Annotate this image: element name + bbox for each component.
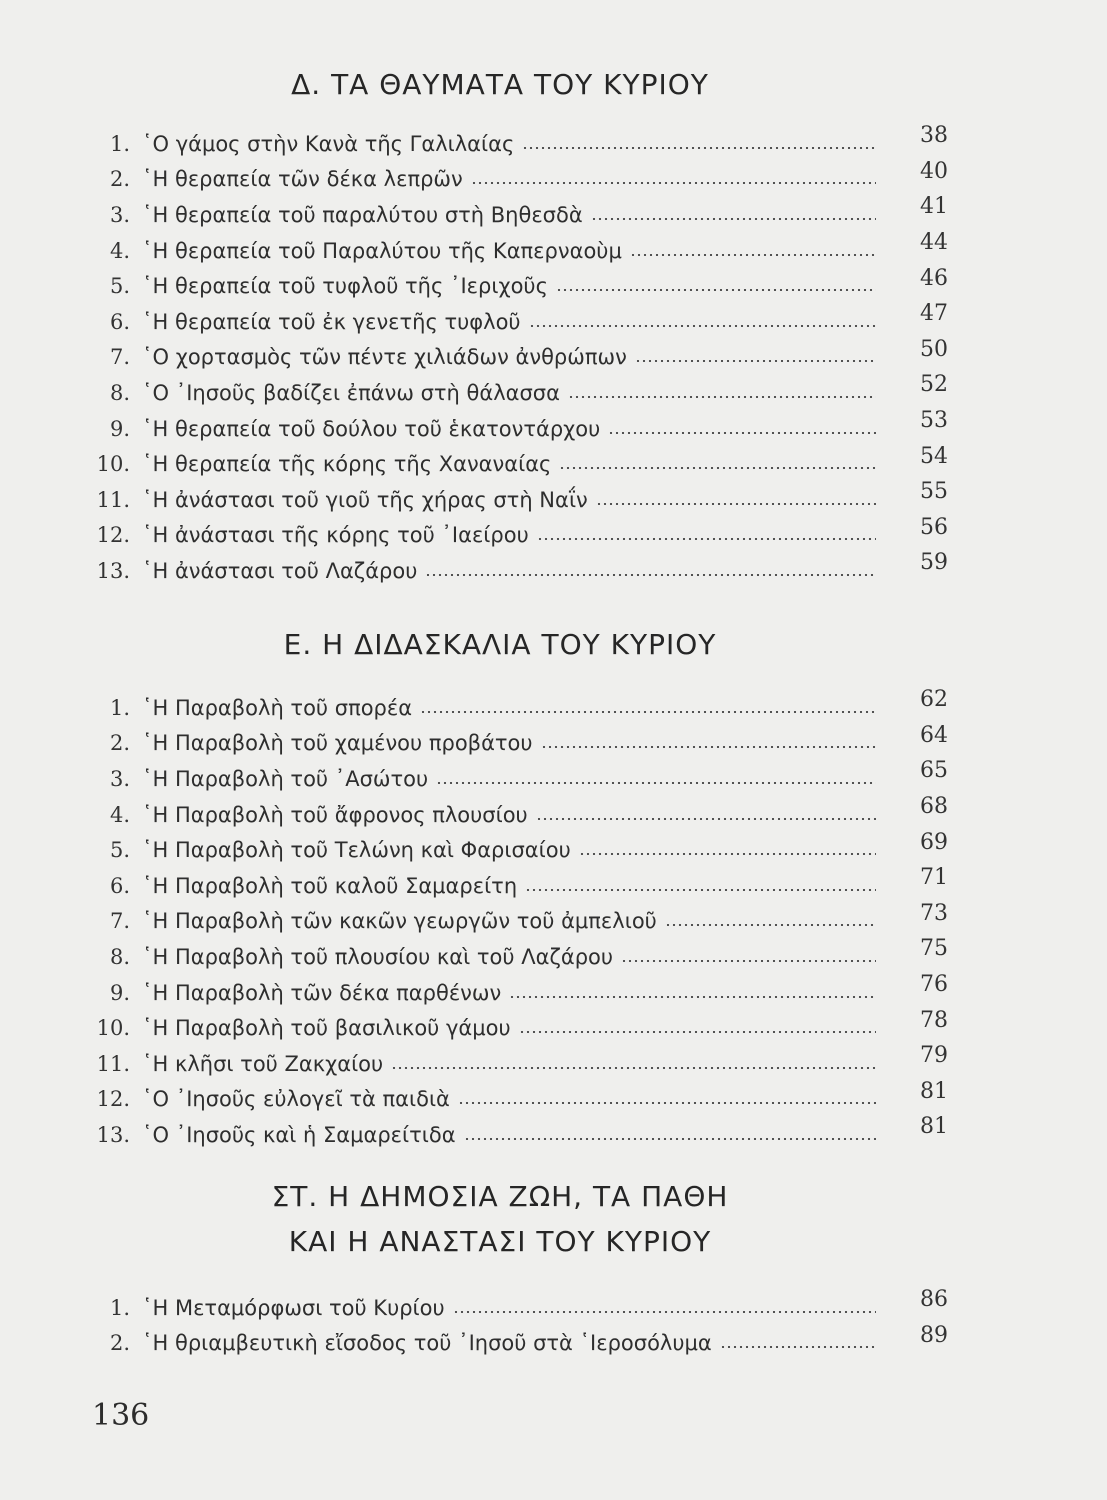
entry-page: 79 [920,1043,948,1069]
entry-number: 6. [109,873,130,898]
entry-number: 10. [96,452,130,477]
section-title-miracles: Δ. ΤΑ ΘΑΥΜΑΤΑ ΤΟΥ ΚΥΡΙΟΥ [291,68,709,101]
toc-entry [78,123,948,162]
toc-entry [78,550,948,589]
entry-title: ῾Η Μεταμόρφωσι τοῦ Κυρίου [142,1295,445,1320]
entry-page: 53 [920,408,948,434]
toc-entry [78,408,948,447]
entry-page: 69 [920,829,948,855]
entry-page: 71 [920,865,948,891]
toc-entry [78,1322,948,1362]
entry-number: 3. [109,766,130,791]
entry-page: 89 [920,1322,948,1348]
entry-page: 56 [920,514,948,540]
entry-number: 3. [109,202,130,227]
dot-leader [391,1067,876,1069]
toc-entry [78,265,948,304]
toc-entry [78,900,948,940]
entry-page: 78 [920,1007,948,1033]
entry-title: ῾Ο γάμος στὴν Κανὰ τῆς Γαλιλαίας [142,131,515,156]
entry-number: 1. [109,131,130,156]
dot-leader [525,889,876,891]
dot-leader [537,538,876,540]
dot-leader [579,853,876,855]
entry-number: 2. [109,167,130,192]
entry-title: ῾Η θεραπεία τοῦ παραλύτου στὴ Βηθεσδὰ [142,202,583,227]
dot-leader [720,1346,876,1348]
entry-title: ῾Η θριαμβευτικὴ εἴσοδος τοῦ ᾿Ιησοῦ στὰ ῾Ιεροσόλυμα [142,1331,712,1356]
entry-page: 81 [920,1078,948,1104]
entry-title: ῾Η ἀνάστασι τῆς κόρης τοῦ ᾿Ιαείρου [142,523,529,548]
dot-leader [556,289,876,291]
entry-page: 86 [920,1287,948,1313]
dot-leader [635,360,876,362]
toc-entry [78,514,948,554]
entry-title: ῾Η θεραπεία τῶν δέκα λεπρῶν [142,167,463,192]
toc-entry [78,230,948,269]
entry-number: 1. [109,695,130,720]
entry-title: ῾Ο ᾿Ιησοῦς βαδίζει ἐπάνω στὴ θάλασσα [142,380,560,405]
dot-leader [436,782,876,784]
entry-page: 75 [920,936,948,962]
dot-leader [541,746,876,748]
toc-entry [78,1078,948,1118]
entry-title: ῾Η θεραπεία τοῦ ἐκ γενετῆς τυφλοῦ [142,309,521,334]
entry-page: 50 [920,336,948,362]
entry-title: ῾Ο ᾿Ιησοῦς εὐλογεῖ τὰ παιδιὰ [142,1087,450,1112]
entry-number: 1. [109,1295,130,1320]
toc-entry [78,443,948,482]
section-title-teaching: Ε. Η ΔΙΔΑΣΚΑΛΙΑ ΤΟΥ ΚΥΡΙΟΥ [283,628,717,661]
dot-leader [630,254,876,256]
dot-leader [464,1138,876,1140]
entry-title: ῾Η Παραβολὴ τοῦ Τελώνη καὶ Φαρισαίου [142,838,571,863]
entry-title: ῾Η Παραβολὴ τοῦ ᾿Ασώτου [142,766,429,791]
entry-number: 5. [109,838,130,863]
dot-leader [621,960,876,962]
toc-entry [78,687,948,726]
entry-number: 2. [109,1331,130,1356]
toc-entry [78,1007,948,1046]
entry-page: 54 [920,443,948,469]
entry-title: ῾Η Παραβολὴ τοῦ πλουσίου καὶ τοῦ Λαζάρου [142,944,614,969]
entry-title: ῾Η Παραβολὴ τοῦ καλοῦ Σαμαρείτη [142,873,518,898]
entry-page: 44 [920,230,948,256]
dot-leader [458,1102,876,1104]
dot-leader [420,711,876,713]
entry-page: 40 [920,158,948,184]
entry-title: ῾Η θεραπεία τοῦ τυφλοῦ τῆς ᾿Ιεριχοῦς [142,274,548,299]
entry-number: 12. [96,523,130,548]
dot-leader [596,503,876,505]
entry-title: ῾Η Παραβολὴ τοῦ ἄφρονος πλουσίου [142,802,528,827]
entry-number: 6. [109,309,130,334]
dot-leader [425,574,876,576]
entry-number: 8. [109,380,130,405]
dot-leader [471,182,876,184]
entry-page: 64 [920,722,948,748]
entry-number: 13. [96,1122,130,1147]
section-title-public-life-line2: ΚΑΙ Η ΑΝΑΣΤΑΣΙ ΤΟΥ ΚΥΡΙΟΥ [288,1225,712,1258]
entry-title: ῾Ο ᾿Ιησοῦς καὶ ἡ Σαμαρείτιδα [142,1122,456,1147]
entry-page: 68 [920,794,948,820]
toc-entry [78,794,948,833]
entry-number: 9. [109,416,130,441]
toc-entry [78,1043,948,1082]
entry-page: 55 [920,479,948,505]
dot-leader [665,924,876,926]
entry-title: ῾Η θεραπεία τοῦ Παραλύτου τῆς Καπερναοὺμ [142,238,622,263]
dot-leader [522,147,876,149]
entry-number: 11. [96,1051,130,1076]
entry-page: 81 [920,1114,948,1140]
dot-leader [453,1311,876,1313]
entry-page: 76 [920,972,948,998]
entry-page: 62 [920,687,948,713]
section-title-public-life-line1: ΣΤ. Η ΔΗΜΟΣΙΑ ΖΩΗ, ΤΑ ΠΑΘΗ [271,1180,729,1213]
toc-entry [78,194,948,233]
entry-number: 9. [109,980,130,1005]
entry-number: 8. [109,944,130,969]
entry-page: 38 [920,123,948,149]
entry-title: ῾Η Παραβολὴ τῶν δέκα παρθένων [142,980,502,1005]
entry-title: ῾Η Παραβολὴ τῶν κακῶν γεωργῶν τοῦ ἀμπελιοῦ [142,909,657,934]
entry-number: 7. [109,345,130,370]
toc-entry [78,1114,948,1153]
entry-page: 52 [920,372,948,398]
entry-number: 4. [109,802,130,827]
entry-page: 59 [920,550,948,576]
toc-entry [78,829,948,868]
page-number: 136 [92,1398,150,1433]
dot-leader [591,218,876,220]
entry-title: ῾Η ἀνάστασι τοῦ Λαζάρου [142,558,418,583]
toc-entry [78,722,948,762]
entry-number: 13. [96,558,130,583]
toc-list-public-life [78,1287,948,1361]
entry-page: 47 [920,301,948,327]
entry-title: ῾Η θεραπεία τῆς κόρης τῆς Χαναναίας [142,452,552,477]
entry-title: ῾Η Παραβολὴ τοῦ χαμένου προβάτου [142,731,533,756]
toc-entry [78,758,948,797]
entry-page: 41 [920,194,948,220]
toc-entry [78,936,948,975]
entry-number: 2. [109,731,130,756]
toc-list-miracles [78,123,948,589]
dot-leader [509,996,876,998]
toc-entry [78,158,948,198]
entry-title: ῾Η Παραβολὴ τοῦ βασιλικοῦ γάμου [142,1016,511,1041]
dot-leader [608,432,876,434]
entry-number: 11. [96,487,130,512]
entry-title: ῾Ο χορτασμὸς τῶν πέντε χιλιάδων ἀνθρώπων [142,345,627,370]
toc-entry [78,301,948,340]
toc-entry [78,865,948,904]
toc-entry [78,336,948,376]
entry-number: 4. [109,238,130,263]
dot-leader [529,325,876,327]
entry-page: 65 [920,758,948,784]
dot-leader [519,1031,876,1033]
toc-entry [78,372,948,411]
entry-title: ῾Η κλῆσι τοῦ Ζακχαίου [142,1051,384,1076]
entry-number: 12. [96,1087,130,1112]
dot-leader [568,396,876,398]
entry-number: 10. [96,1016,130,1041]
entry-number: 7. [109,909,130,934]
entry-number: 5. [109,274,130,299]
toc-entry [78,1287,948,1326]
toc-entry [78,972,948,1011]
entry-title: ῾Η Παραβολὴ τοῦ σπορέα [142,695,413,720]
dot-leader [536,818,876,820]
entry-page: 73 [920,900,948,926]
entry-page: 46 [920,265,948,291]
entry-title: ῾Η θεραπεία τοῦ δούλου τοῦ ἑκατοντάρχου [142,416,601,441]
toc-entry [78,479,948,518]
toc-list-teaching [78,687,948,1153]
dot-leader [559,467,876,469]
entry-title: ῾Η ἀνάστασι τοῦ γιοῦ τῆς χήρας στὴ Ναΐν [142,487,588,512]
